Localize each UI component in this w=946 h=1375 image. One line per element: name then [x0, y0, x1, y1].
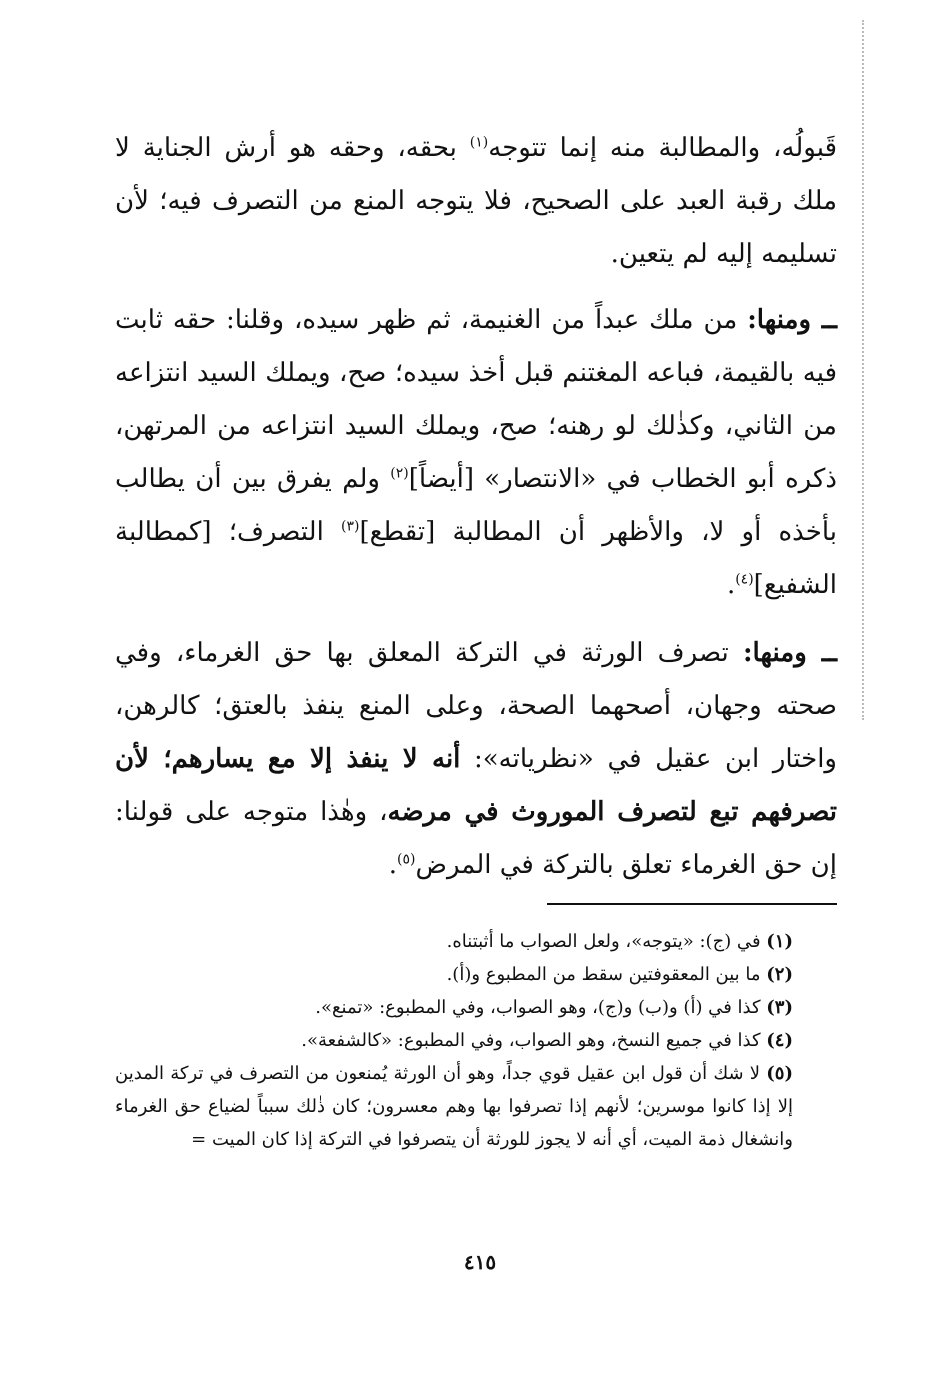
- paragraph-text: من ملك عبداً من الغنيمة، ثم ظهر سيده، وقلنا: حقه ثابت فيه بالقيمة، فباعه المغتنم قبل أخذ سيده؛ صح، ويملك السيد انتزاعه من الثاني، وكذٰلك لو رهنه؛ صح، ويملك السيد انتزاعه من المرتهن، ذكره أبو الخطاب في «الانتصار» [أيضاً]: [115, 305, 837, 494]
- paragraph-text: قَبولُه، والمطالبة منه إنما تتوجه: [488, 133, 838, 163]
- paragraph-text: ولم يفرق بين أن يطالب بأخذه أو لا، والأظهر أن المطالبة [تقطع]: [115, 464, 837, 547]
- footnote-ref-3[interactable]: (٣): [340, 518, 360, 535]
- paragraph-1: [115, 122, 837, 281]
- footnote-number: (١): [766, 931, 793, 952]
- footnote-text: ما بين المعقوفتين سقط من المطبوع و(أ).: [446, 964, 767, 985]
- footnote-text: في (ج): «يتوجه»، ولعل الصواب ما أثبتناه.: [446, 931, 767, 952]
- footnote-4: [115, 1024, 837, 1057]
- footnotes: [115, 925, 837, 1156]
- footnote-ref-4[interactable]: (٤): [735, 571, 754, 588]
- paragraph-text: ، وهٰذا متوجه على قولنا: إن حق الغرماء تعلق بالتركة في المرض: [115, 797, 837, 880]
- footnote-number: (٣): [766, 997, 793, 1018]
- footnote-text: لا شك أن قول ابن عقيل قوي جداً، وهو أن الورثة يُمنعون من التصرف في تركة المدين إلا إذا كانوا موسرين؛ لأنهم إذا تصرفوا بها وهم معسرون؛ كان ذٰلك سبباً لضياع حق الغرماء وانشغال ذمة الميت، أي أنه لا يجوز للورثة أن يتصرفوا في التركة إذا كان الميت =: [115, 1063, 793, 1150]
- footnote-separator: [547, 903, 837, 905]
- footnote-number: (٢): [766, 964, 793, 985]
- paragraph-bold-text: أنه لا ينفذ إلا مع يسارهم؛ لأن تصرفهم تبع لتصرف الموروث في مرضه: [115, 744, 837, 827]
- footnote-ref-5[interactable]: (٥): [397, 851, 416, 868]
- paragraph-text: بحقه، وحقه هو أرش الجناية لا ملك رقبة العبد على الصحيح، فلا يتوجه المنع من التصرف فيه؛ لأن تسليمه إليه لم يتعين.: [115, 133, 837, 269]
- page-number: ٤١٥: [463, 1250, 497, 1274]
- paragraph-lead: ــ ومنها:: [742, 638, 837, 668]
- footnote-text: كذا في (أ) و(ب) و(ج)، وهو الصواب، وفي المطبوع: «تمنع».: [315, 997, 767, 1018]
- paragraph-lead: ــ ومنها:: [747, 305, 837, 335]
- footnote-1: [115, 925, 837, 958]
- paragraph-text: .: [726, 570, 736, 600]
- paragraph-text: التصرف؛ [كمطالبة الشفيع]: [115, 517, 837, 600]
- footnote-text: كذا في جميع النسخ، وهو الصواب، وفي المطبوع: «كالشفعة».: [301, 1030, 767, 1051]
- footnote-ref-1[interactable]: (١): [469, 134, 489, 151]
- margin-dotted-line: [860, 20, 864, 720]
- footnote-5: [115, 1057, 837, 1156]
- footnote-2: [115, 958, 837, 991]
- footnote-number: (٥): [766, 1063, 793, 1084]
- footnote-number: (٤): [766, 1030, 793, 1051]
- footnote-ref-2[interactable]: (٢): [390, 465, 409, 482]
- paragraph-text: .: [388, 850, 398, 880]
- paragraph-text: تصرف الورثة في التركة المعلق بها حق الغرماء، وفي صحته وجهان، أصحهما الصحة، وعلى المنع ينفذ بالعتق؛ كالرهن، واختار ابن عقيل في «نظرياته»:: [115, 638, 837, 774]
- paragraph-3: [115, 627, 837, 892]
- paragraph-2: [115, 294, 837, 612]
- footnote-3: [115, 991, 837, 1024]
